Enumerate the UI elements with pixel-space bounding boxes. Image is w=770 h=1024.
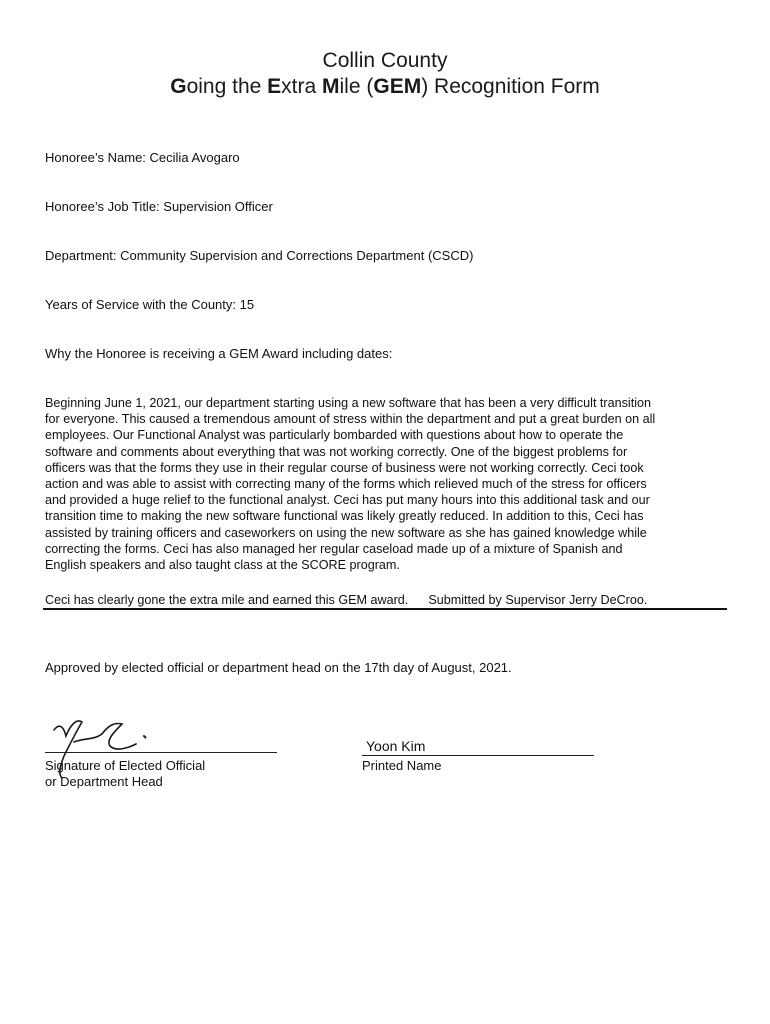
closing-statement: Ceci has clearly gone the extra mile and earned this GEM award. xyxy=(45,593,409,607)
submitted-by: Submitted by Supervisor Jerry DeCroo. xyxy=(428,593,648,607)
body-line: English speakers and also taught class at the SCORE program. xyxy=(45,558,400,573)
body-line: software and comments about everything that was not working correctly. One of the biggest problems for xyxy=(45,444,628,459)
county-name: Collin County xyxy=(322,49,448,72)
signature-label: Signature of Elected Official or Department Head xyxy=(45,758,206,789)
department-field: Department: Community Supervision and Corrections Department (CSCD) xyxy=(45,248,474,263)
body-line: Beginning June 1, 2021, our department starting using a new software that has been a very difficult transition xyxy=(45,396,652,410)
body-line: transition time to making the new software functional was likely greatly reduced. In addition to this, Ceci has xyxy=(45,509,644,524)
section-divider xyxy=(43,608,727,610)
approval-statement: Approved by elected official or department head on the 17th day of August, 2021. xyxy=(45,660,512,675)
body-line: officers was that the forms they use in their regular course of business were not working correctly. Ceci took xyxy=(45,460,644,475)
body-line: employees. Our Functional Analyst was particularly bombarded with questions about how to operate the xyxy=(45,428,624,443)
printed-name-line xyxy=(362,755,594,756)
body-line: correcting the forms. Ceci has also managed her regular caseload made up of a mixture of Spanish and xyxy=(45,541,623,556)
award-reason-prompt: Why the Honoree is receiving a GEM Award including dates: xyxy=(45,346,393,361)
honoree-name-field: Honoree’s Name: Cecilia Avogaro xyxy=(45,150,240,165)
body-line: for everyone. This caused a tremendous amount of stress within the department and put a great burden on all xyxy=(45,412,656,427)
body-line: assisted by training officers and caseworkers on using the new software as she has gained knowledge while xyxy=(45,525,647,540)
body-line: action and was able to assist with correcting many of the forms which relieved much of the stress for officers xyxy=(45,477,647,492)
award-reason-text xyxy=(45,395,735,573)
years-of-service-field: Years of Service with the County: 15 xyxy=(45,297,255,312)
form-title xyxy=(0,48,770,100)
closing-line xyxy=(45,592,725,608)
printed-name-value: Yoon Kim xyxy=(366,738,426,754)
printed-name-label: Printed Name xyxy=(362,758,442,773)
body-line: and provided a huge relief to the functional analyst. Ceci has put many hours into this additional task and our xyxy=(45,493,650,508)
signature-line xyxy=(45,752,277,753)
job-title-field: Honoree’s Job Title: Supervision Officer xyxy=(45,199,273,214)
form-name: Going the Extra Mile (GEM) Recognition Form xyxy=(170,75,600,98)
